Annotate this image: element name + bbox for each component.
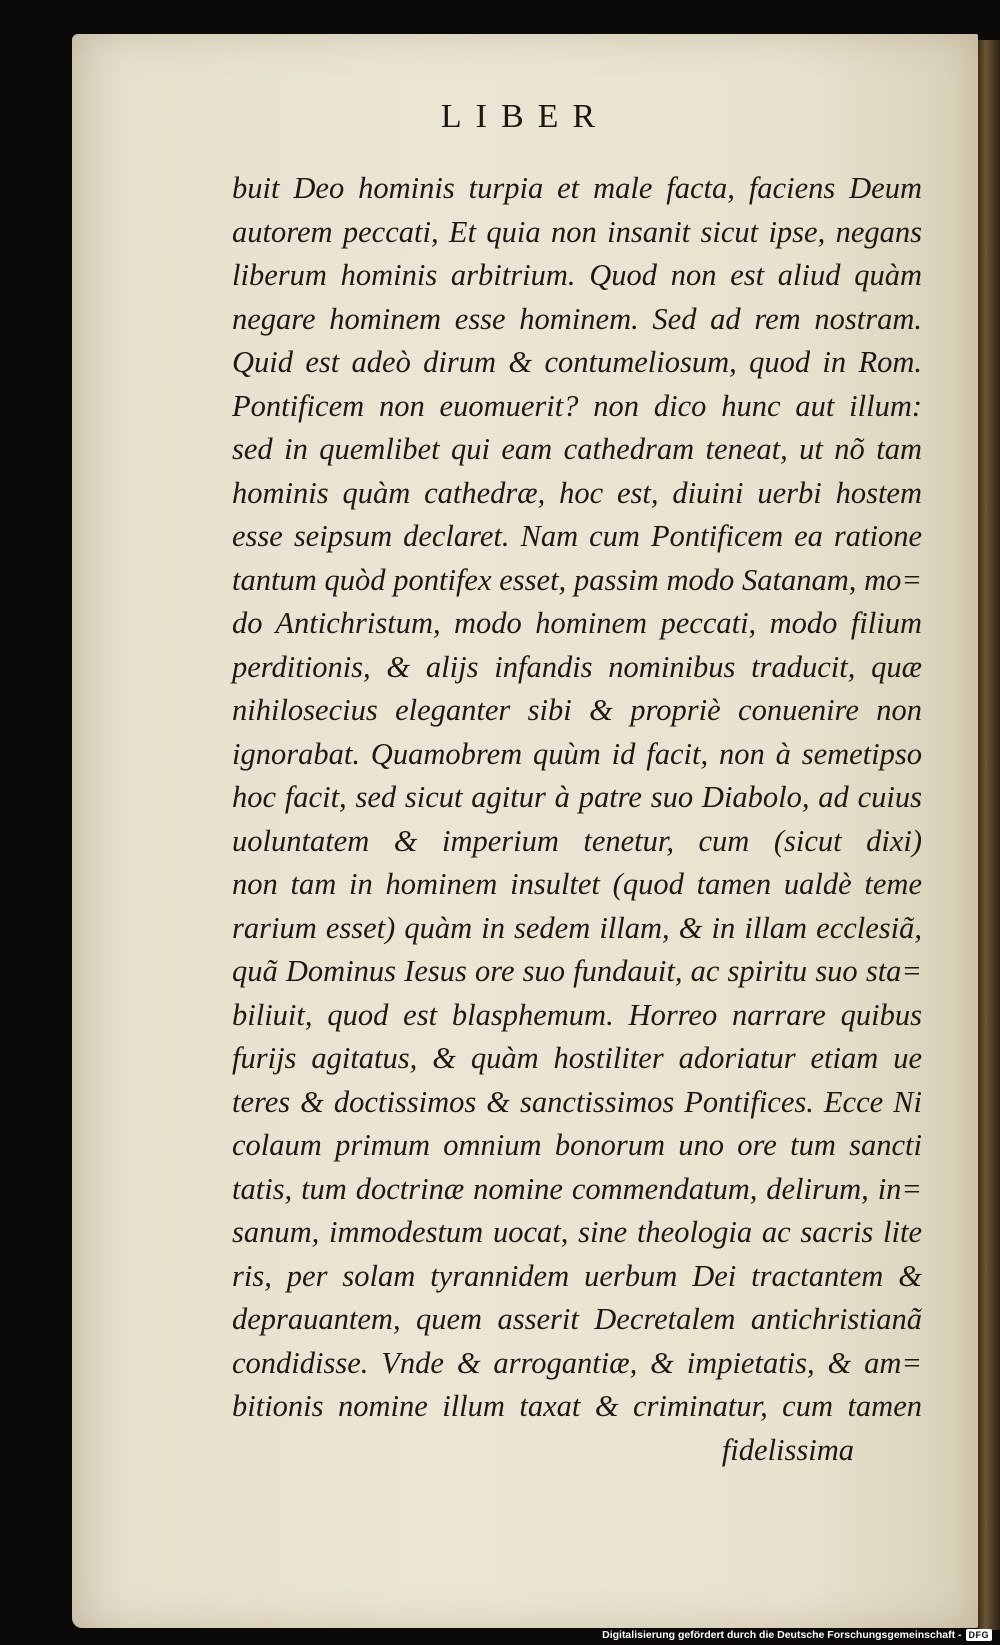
- running-head: LIBER: [440, 98, 610, 135]
- catchword: fidelissima: [721, 1432, 854, 1467]
- text-line: sanum, immodestum uocat, sine theologia ac sacris lite: [232, 1215, 922, 1249]
- text-line: ignorabat. Quamobrem quùm id facit, non à semetipso: [232, 736, 922, 771]
- text-line: teres & doctissimos & sanctissimos Pontifices. Ecce Ni: [232, 1084, 922, 1119]
- text-line: negare hominem esse hominem. Sed ad rem nostram.: [232, 301, 922, 336]
- text-line: biliuit, quod est blasphemum. Horreo narrare quibus: [232, 997, 922, 1032]
- text-line: liberum hominis arbitrium. Quod non est aliud quàm: [232, 258, 922, 292]
- text-line: deprauantem, quem asserit Decretalem antichristianã: [232, 1302, 922, 1336]
- text-block: [232, 167, 922, 1472]
- text-line: Pontificem non euomuerit? non dico hunc aut illum:: [232, 388, 922, 423]
- text-line: quã Dominus Iesus ore suo fundauit, ac spiritu suo sta=: [232, 954, 922, 988]
- text-line: ris, per solam tyrannidem uerbum Dei tractantem &: [232, 1258, 922, 1293]
- text-line: colaum primum omnium bonorum uno ore tum sancti: [232, 1128, 922, 1162]
- text-line: perditionis, & alijs infandis nominibus traducit, quæ: [232, 649, 922, 684]
- text-line: uoluntatem & imperium tenetur, cum (sicut dixi): [232, 823, 922, 858]
- text-line: buit Deo hominis turpia et male facta, faciens Deum: [232, 171, 922, 205]
- text-line: non tam in hominem insultet (quod tamen ualdè teme: [232, 867, 922, 901]
- text-line: autorem peccati, Et quia non insanit sicut ipse, negans: [232, 214, 922, 249]
- text-line: furijs agitatus, & quàm hostiliter adoriatur etiam ue: [232, 1041, 922, 1075]
- text-line: rarium esset) quàm in sedem illam, & in illam ecclesiã,: [232, 910, 922, 945]
- text-line: tantum quòd pontifex esset, passim modo Satanam, mo=: [232, 562, 922, 597]
- book-page: [72, 34, 978, 1628]
- text-line: tatis, tum doctrinæ nomine commendatum, delirum, in=: [232, 1171, 922, 1206]
- dfg-logo-icon: DFG: [966, 1629, 993, 1641]
- text-line: condidisse. Vnde & arrogantiæ, & impietatis, & am=: [232, 1345, 922, 1380]
- text-line: esse seipsum declaret. Nam cum Pontificem ea ratione: [232, 519, 922, 553]
- footer-text: Digitalisierung gefördert durch die Deutsche Forschungsgemeinschaft -: [602, 1629, 962, 1641]
- text-line: sed in quemlibet qui eam cathedram teneat, ut nõ tam: [232, 432, 922, 466]
- text-line: do Antichristum, modo hominem peccati, modo filium: [232, 606, 922, 640]
- text-line: hoc facit, sed sicut agitur à patre suo Diabolo, ad cuius: [232, 780, 922, 814]
- book-edge: [978, 40, 1000, 1630]
- text-line: Quid est adeò dirum & contumeliosum, quod in Rom.: [232, 345, 922, 379]
- text-line: bitionis nomine illum taxat & criminatur, cum tamen: [232, 1389, 922, 1423]
- text-line: hominis quàm cathedræ, hoc est, diuini uerbi hostem: [232, 475, 922, 510]
- footer-credit: [602, 1627, 992, 1643]
- text-line: nihilosecius eleganter sibi & propriè conuenire non: [232, 693, 922, 727]
